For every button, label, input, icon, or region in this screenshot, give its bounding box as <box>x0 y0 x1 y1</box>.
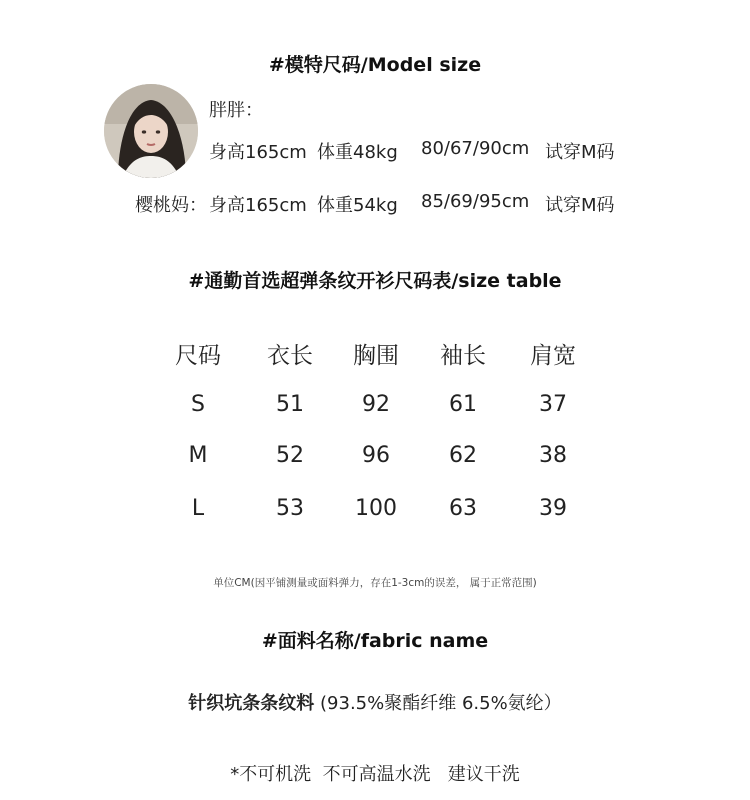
row-m-bust: 96 <box>362 443 390 468</box>
model1-weight: 体重48kg <box>317 142 398 163</box>
care-instructions: *不可机洗 不可高温水洗 建议干洗 <box>230 764 520 785</box>
fabric-line <box>0 689 750 715</box>
model2-measurements: 85/69/95cm <box>421 191 530 212</box>
model1-height: 身高165cm <box>209 142 307 163</box>
model1-measurements: 80/67/90cm <box>421 138 530 159</box>
fabric-composition: (93.5%聚酯纤维 6.5%氨纶） <box>320 693 562 714</box>
header-shoulder: 肩宽 <box>530 343 576 369</box>
row-l-length: 53 <box>276 496 304 521</box>
header-bust: 胸围 <box>353 343 399 369</box>
header-length: 衣长 <box>267 343 313 369</box>
model2-height: 身高165cm <box>209 195 307 216</box>
model-avatar <box>104 84 198 178</box>
row-l-sleeve: 63 <box>449 496 477 521</box>
row-s-size: S <box>191 392 205 417</box>
model1-tried-size: 试穿M码 <box>545 142 615 163</box>
model2-tried-size: 试穿M码 <box>545 195 615 216</box>
row-s-bust: 92 <box>362 392 390 417</box>
header-sleeve: 袖长 <box>440 343 486 369</box>
model-size-title: #模特尺码/Model size <box>268 54 482 76</box>
model2-name: 樱桃妈： <box>135 195 207 216</box>
size-note: 单位CM(因平铺测量或面料弹力，存在1-3cm的误差， 属于正常范围) <box>213 577 537 589</box>
model1-name: 胖胖： <box>209 100 263 121</box>
row-l-shoulder: 39 <box>539 496 567 521</box>
header-size: 尺码 <box>175 343 221 369</box>
size-table-title: #通勤首选超弹条纹开衫尺码表/size table <box>188 270 562 292</box>
fabric-name: 针织坑条条纹料 <box>188 693 315 714</box>
model-photo-icon <box>104 84 198 178</box>
model2-weight: 体重54kg <box>317 195 398 216</box>
fabric-title: #面料名称/fabric name <box>261 630 489 652</box>
row-m-length: 52 <box>276 443 304 468</box>
row-m-size: M <box>188 443 208 468</box>
row-s-length: 51 <box>276 392 304 417</box>
row-l-size: L <box>191 496 205 521</box>
row-s-sleeve: 61 <box>449 392 477 417</box>
row-l-bust: 100 <box>355 496 397 521</box>
row-m-sleeve: 62 <box>449 443 477 468</box>
row-m-shoulder: 38 <box>539 443 567 468</box>
row-s-shoulder: 37 <box>539 392 567 417</box>
